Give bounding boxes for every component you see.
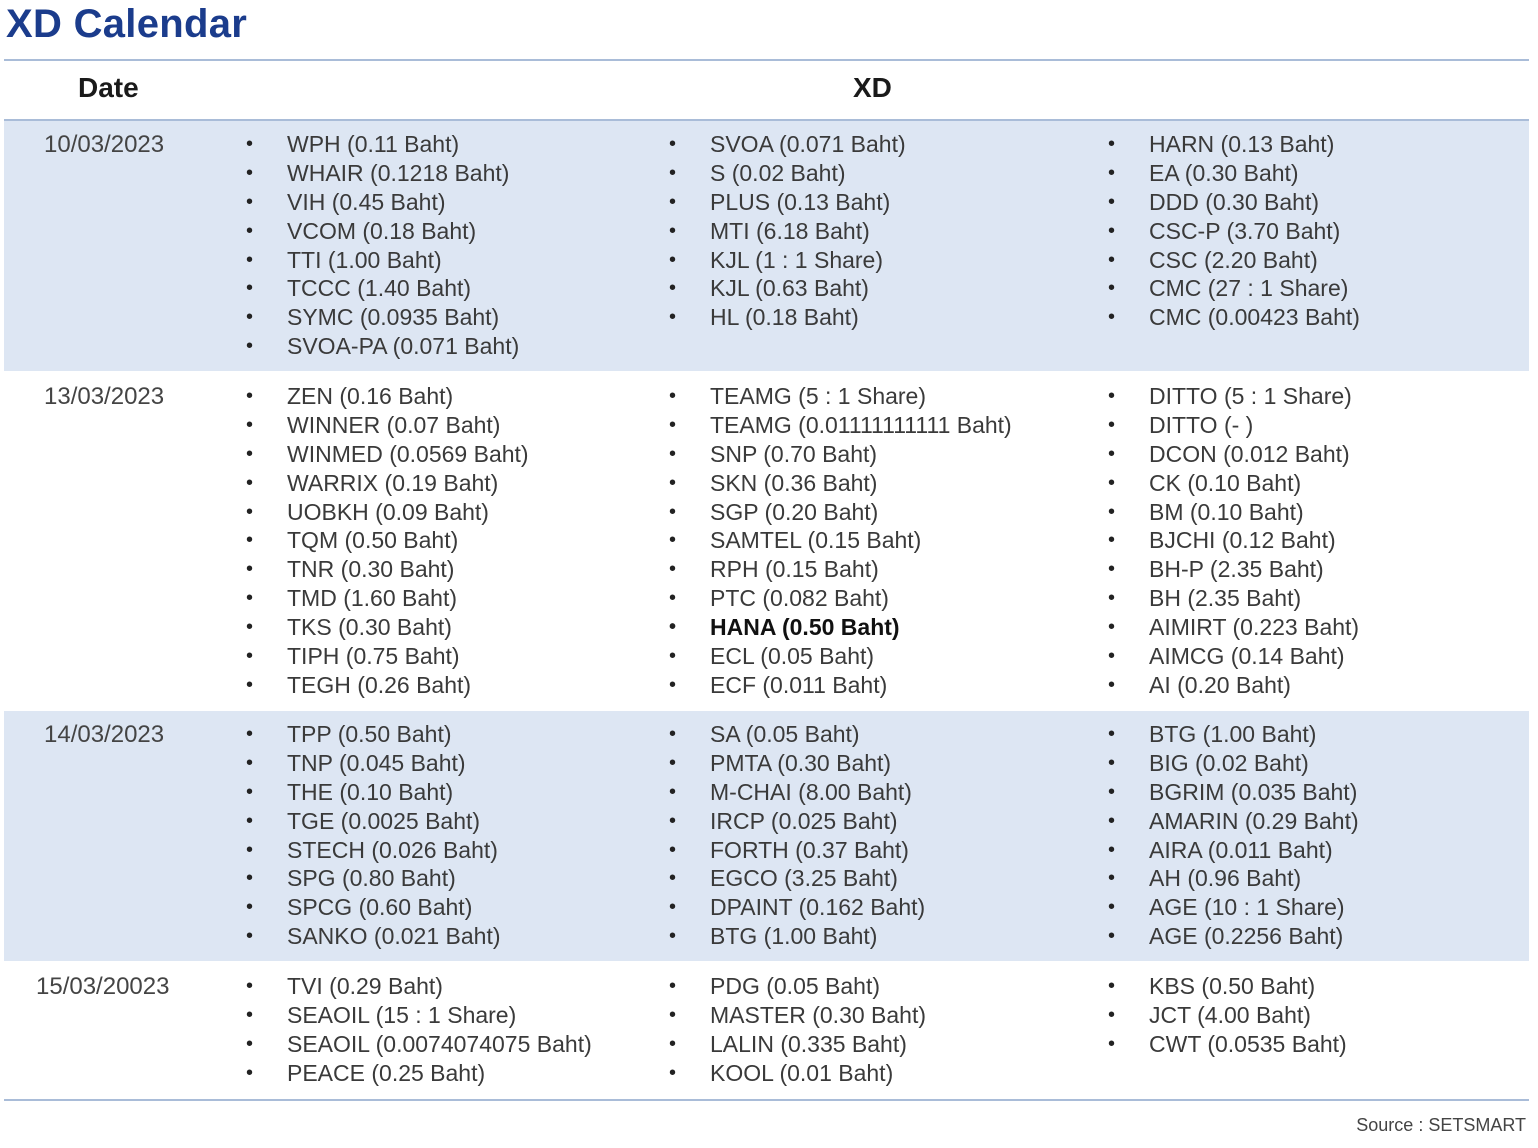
xd-entry: • FORTH (0.37 Baht) bbox=[710, 836, 925, 865]
row-date: 15/03/20023 bbox=[36, 973, 170, 1000]
xd-entry: • SGP (0.20 Baht) bbox=[710, 498, 1012, 527]
xd-entry: • SAMTEL (0.15 Baht) bbox=[710, 526, 1012, 555]
xd-list-col1 bbox=[287, 720, 501, 951]
xd-entry: • LALIN (0.335 Baht) bbox=[710, 1030, 926, 1059]
xd-entry: • DPAINT (0.162 Baht) bbox=[710, 893, 925, 922]
xd-entry: • AIMCG (0.14 Baht) bbox=[1149, 642, 1359, 671]
xd-entry: • STECH (0.026 Baht) bbox=[287, 836, 501, 865]
source-note: Source : SETSMART bbox=[1356, 1115, 1526, 1135]
xd-entry: • TNP (0.045 Baht) bbox=[287, 749, 501, 778]
xd-entry: • TEAMG (5 : 1 Share) bbox=[710, 382, 1012, 411]
xd-entry: • AIRA (0.011 Baht) bbox=[1149, 836, 1359, 865]
xd-entry: • IRCP (0.025 Baht) bbox=[710, 807, 925, 836]
xd-entry: • SEAOIL (0.0074074075 Baht) bbox=[287, 1030, 592, 1059]
xd-entry: • TPP (0.50 Baht) bbox=[287, 720, 501, 749]
xd-entry: • MTI (6.18 Baht) bbox=[710, 217, 906, 246]
xd-entry: • BIG (0.02 Baht) bbox=[1149, 749, 1359, 778]
xd-entry: • TMD (1.60 Baht) bbox=[287, 584, 529, 613]
xd-list-col2 bbox=[710, 720, 925, 951]
xd-entry: • BGRIM (0.035 Baht) bbox=[1149, 778, 1359, 807]
xd-list-col1 bbox=[287, 382, 529, 700]
xd-list-col2 bbox=[710, 972, 926, 1088]
xd-entry: • PLUS (0.13 Baht) bbox=[710, 188, 906, 217]
xd-entry: • TEGH (0.26 Baht) bbox=[287, 671, 529, 700]
row-date: 10/03/2023 bbox=[44, 131, 165, 158]
xd-entry: • KJL (0.63 Baht) bbox=[710, 274, 906, 303]
top-divider bbox=[4, 59, 1529, 61]
xd-entry: • SVOA (0.071 Baht) bbox=[710, 130, 906, 159]
xd-entry: • AGE (10 : 1 Share) bbox=[1149, 893, 1359, 922]
date-column-header: Date bbox=[78, 72, 139, 103]
xd-entry: • WINNER (0.07 Baht) bbox=[287, 411, 529, 440]
xd-entry: • HANA (0.50 Baht) bbox=[710, 613, 1012, 642]
calendar-row bbox=[4, 373, 1529, 709]
xd-entry: • KOOL (0.01 Baht) bbox=[710, 1059, 926, 1088]
xd-entry: • AGE (0.2256 Baht) bbox=[1149, 922, 1359, 951]
xd-entry: • MASTER (0.30 Baht) bbox=[710, 1001, 926, 1030]
xd-entry: • KJL (1 : 1 Share) bbox=[710, 246, 906, 275]
xd-entry: • AI (0.20 Baht) bbox=[1149, 671, 1359, 700]
xd-entry: • HARN (0.13 Baht) bbox=[1149, 130, 1360, 159]
page-title: XD Calendar bbox=[6, 2, 248, 46]
xd-entry: • SKN (0.36 Baht) bbox=[710, 469, 1012, 498]
xd-entry: • PMTA (0.30 Baht) bbox=[710, 749, 925, 778]
xd-entry: • DITTO (- ) bbox=[1149, 411, 1359, 440]
xd-entry: • DDD (0.30 Baht) bbox=[1149, 188, 1360, 217]
xd-entry: • TCCC (1.40 Baht) bbox=[287, 274, 519, 303]
xd-entry: • TQM (0.50 Baht) bbox=[287, 526, 529, 555]
xd-entry: • WINMED (0.0569 Baht) bbox=[287, 440, 529, 469]
xd-entry: • PEACE (0.25 Baht) bbox=[287, 1059, 592, 1088]
xd-column-header: XD bbox=[853, 72, 892, 103]
row-date: 14/03/2023 bbox=[44, 721, 165, 748]
xd-entry: • RPH (0.15 Baht) bbox=[710, 555, 1012, 584]
xd-entry: • PDG (0.05 Baht) bbox=[710, 972, 926, 1001]
xd-entry: • PTC (0.082 Baht) bbox=[710, 584, 1012, 613]
xd-list-col3 bbox=[1149, 972, 1347, 1059]
xd-entry: • VCOM (0.18 Baht) bbox=[287, 217, 519, 246]
xd-entry: • WARRIX (0.19 Baht) bbox=[287, 469, 529, 498]
xd-entry: • AMARIN (0.29 Baht) bbox=[1149, 807, 1359, 836]
xd-entry: • BJCHI (0.12 Baht) bbox=[1149, 526, 1359, 555]
xd-entry: • CWT (0.0535 Baht) bbox=[1149, 1030, 1347, 1059]
xd-list-col1 bbox=[287, 972, 592, 1088]
xd-entry: • AH (0.96 Baht) bbox=[1149, 864, 1359, 893]
xd-entry: • ECL (0.05 Baht) bbox=[710, 642, 1012, 671]
xd-entry: • JCT (4.00 Baht) bbox=[1149, 1001, 1347, 1030]
xd-entry: • TIPH (0.75 Baht) bbox=[287, 642, 529, 671]
xd-entry: • BM (0.10 Baht) bbox=[1149, 498, 1359, 527]
xd-entry: • CSC (2.20 Baht) bbox=[1149, 246, 1360, 275]
xd-entry: • ECF (0.011 Baht) bbox=[710, 671, 1012, 700]
xd-entry: • WHAIR (0.1218 Baht) bbox=[287, 159, 519, 188]
xd-entry: • TGE (0.0025 Baht) bbox=[287, 807, 501, 836]
xd-entry: • SNP (0.70 Baht) bbox=[710, 440, 1012, 469]
xd-list-col3 bbox=[1149, 382, 1359, 700]
xd-entry: • BTG (1.00 Baht) bbox=[1149, 720, 1359, 749]
xd-entry: • DCON (0.012 Baht) bbox=[1149, 440, 1359, 469]
xd-list-col3 bbox=[1149, 130, 1360, 332]
xd-entry: • BH (2.35 Baht) bbox=[1149, 584, 1359, 613]
bottom-divider bbox=[4, 1099, 1529, 1101]
xd-entry: • TKS (0.30 Baht) bbox=[287, 613, 529, 642]
xd-entry: • BH-P (2.35 Baht) bbox=[1149, 555, 1359, 584]
xd-entry: • THE (0.10 Baht) bbox=[287, 778, 501, 807]
xd-list-col2 bbox=[710, 130, 906, 332]
xd-entry: • SYMC (0.0935 Baht) bbox=[287, 303, 519, 332]
xd-entry: • S (0.02 Baht) bbox=[710, 159, 906, 188]
xd-entry: • KBS (0.50 Baht) bbox=[1149, 972, 1347, 1001]
xd-entry: • SPCG (0.60 Baht) bbox=[287, 893, 501, 922]
xd-entry: • EGCO (3.25 Baht) bbox=[710, 864, 925, 893]
xd-entry: • UOBKH (0.09 Baht) bbox=[287, 498, 529, 527]
xd-entry: • M-CHAI (8.00 Baht) bbox=[710, 778, 925, 807]
xd-entry: • VIH (0.45 Baht) bbox=[287, 188, 519, 217]
xd-entry: • SVOA-PA (0.071 Baht) bbox=[287, 332, 519, 361]
xd-entry: • AIMIRT (0.223 Baht) bbox=[1149, 613, 1359, 642]
xd-entry: • TTI (1.00 Baht) bbox=[287, 246, 519, 275]
xd-list-col1 bbox=[287, 130, 519, 361]
xd-entry: • TNR (0.30 Baht) bbox=[287, 555, 529, 584]
xd-list-col3 bbox=[1149, 720, 1359, 951]
xd-entry: • ZEN (0.16 Baht) bbox=[287, 382, 529, 411]
calendar-row bbox=[4, 121, 1529, 371]
xd-entry: • CK (0.10 Baht) bbox=[1149, 469, 1359, 498]
xd-entry: • EA (0.30 Baht) bbox=[1149, 159, 1360, 188]
xd-entry: • CMC (27 : 1 Share) bbox=[1149, 274, 1360, 303]
xd-entry: • TVI (0.29 Baht) bbox=[287, 972, 592, 1001]
xd-entry: • CMC (0.00423 Baht) bbox=[1149, 303, 1360, 332]
xd-entry: • CSC-P (3.70 Baht) bbox=[1149, 217, 1360, 246]
calendar-row bbox=[4, 963, 1529, 1097]
xd-entry: • HL (0.18 Baht) bbox=[710, 303, 906, 332]
xd-entry: • SEAOIL (15 : 1 Share) bbox=[287, 1001, 592, 1030]
row-date: 13/03/2023 bbox=[44, 383, 165, 410]
xd-list-col2 bbox=[710, 382, 1012, 700]
xd-entry: • BTG (1.00 Baht) bbox=[710, 922, 925, 951]
xd-entry: • DITTO (5 : 1 Share) bbox=[1149, 382, 1359, 411]
xd-entry: • SPG (0.80 Baht) bbox=[287, 864, 501, 893]
xd-entry: • TEAMG (0.01111111111 Baht) bbox=[710, 411, 1012, 440]
xd-entry: • WPH (0.11 Baht) bbox=[287, 130, 519, 159]
calendar-row bbox=[4, 711, 1529, 961]
xd-entry: • SANKO (0.021 Baht) bbox=[287, 922, 501, 951]
xd-entry: • SA (0.05 Baht) bbox=[710, 720, 925, 749]
